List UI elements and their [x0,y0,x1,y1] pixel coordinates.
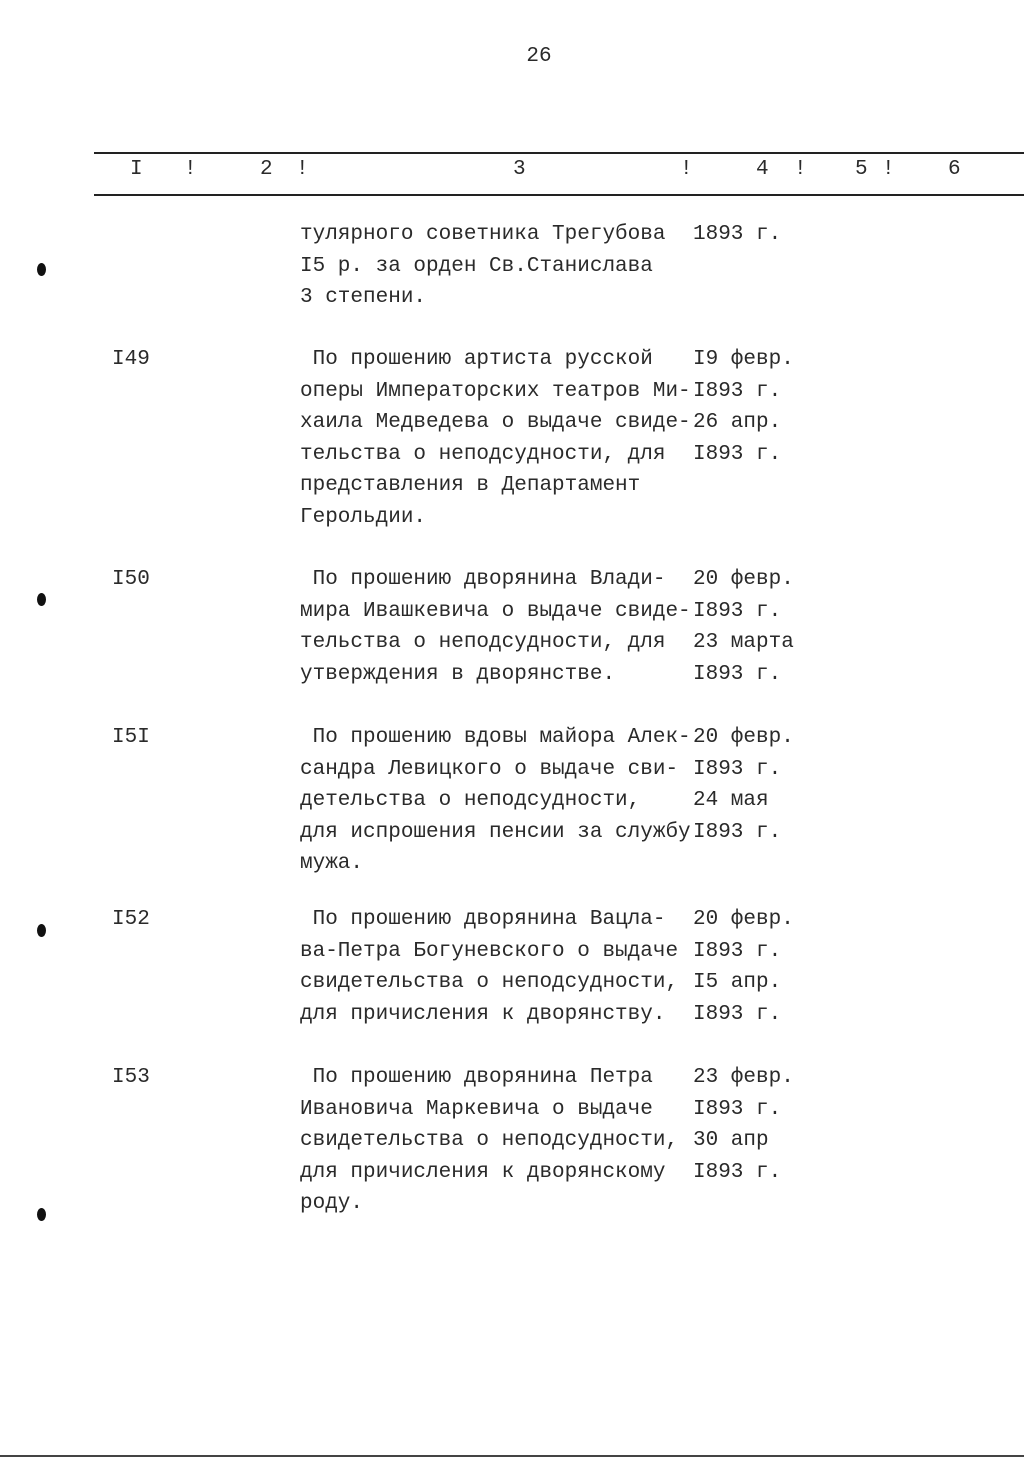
entry-description: 3 степени. [300,286,427,309]
entry-number: I5I [112,726,150,749]
entry-description: ва-Петра Богуневского о выдаче [300,939,679,963]
entry-description: детельства о неподсудности, [300,789,641,812]
entry-date: I893 г. [693,1097,782,1121]
entry-description: Ивановича Маркевича о выдаче [300,1097,653,1121]
entry-description: сандра Левицкого о выдаче сви- [300,757,679,781]
entry-date: 26 апр. [693,411,782,434]
entry-description: представления в Департамент [300,474,641,497]
entry-description: роду. [300,1192,364,1215]
entry-description: свидетельства о неподсудности, [300,1129,679,1152]
entry-date: I893 г. [693,757,782,781]
entry-number: I52 [112,908,150,931]
page-bottom-edge [0,1455,1024,1457]
col-separator: ! [680,158,693,181]
entry-date: I893 г. [693,939,782,963]
entry-description: свидетельства о неподсудности, [300,971,679,994]
entry-description: тельства о неподсудности, для [300,442,666,466]
entry-description: По прошению артиста русской [300,348,653,371]
entry-date: I893 г. [693,599,782,623]
entry-description: мира Ивашкевича о выдаче свиде- [300,599,691,623]
entry-number: I50 [112,568,150,591]
entry-description: По прошению дворянина Влади- [300,568,666,591]
entry-date: 24 мая [693,789,769,812]
entry-description: мужа. [300,852,364,875]
binding-hole-icon [37,1208,46,1221]
col-header-4: 4 [756,158,769,181]
col-separator: ! [882,158,895,181]
col-header-1: I [130,158,143,181]
entry-description: По прошению дворянина Вацла- [300,908,666,931]
entry-date: I893 г. [693,662,782,686]
entry-date: 1893 г. [693,223,782,246]
entry-description: По прошению дворянина Петра [300,1066,653,1089]
entry-date: I893 г. [693,379,782,403]
col-separator: ! [184,158,197,181]
entry-description: I5 р. за орден Св.Станислава [300,254,653,278]
entry-date: I9 февр. [693,348,794,371]
entry-description: Герольдии. [300,505,427,529]
entry-date: 30 апр [693,1129,769,1152]
col-header-3: 3 [513,158,526,181]
col-header-6: 6 [948,158,961,181]
entry-date: 20 февр. [693,726,794,749]
header-bottom-rule [94,194,1024,196]
entry-description: хаила Медведева о выдаче свиде- [300,411,691,434]
entry-date: 23 марта [693,631,794,654]
entry-description: для причисления к дворянскому [300,1160,666,1184]
binding-hole-icon [37,593,46,606]
col-header-2: 2 [260,158,273,181]
header-top-rule [94,152,1024,154]
entry-number: I49 [112,348,150,371]
entry-date: I893 г. [693,1002,782,1026]
entry-date: I5 апр. [693,971,782,994]
col-separator: ! [794,158,807,181]
entry-description: утверждения в дворянстве. [300,662,616,686]
binding-hole-icon [37,263,46,276]
entry-description: тельства о неподсудности, для [300,631,666,654]
entry-date: I893 г. [693,820,782,844]
entry-description: оперы Императорских театров Ми- [300,379,691,403]
binding-hole-icon [37,924,46,937]
col-separator: ! [296,158,309,181]
entry-date: I893 г. [693,442,782,466]
page-number: 26 [526,45,552,68]
entry-number: I53 [112,1066,150,1089]
col-header-5: 5 [855,158,868,181]
entry-description: тулярного советника Трегубова [300,223,666,246]
entry-date: I893 г. [693,1160,782,1184]
entry-description: По прошению вдовы майора Алек- [300,726,691,749]
entry-date: 20 февр. [693,908,794,931]
entry-date: 23 февр. [693,1066,794,1089]
entry-date: 20 февр. [693,568,794,591]
entry-description: для причисления к дворянству. [300,1002,666,1026]
entry-description: для испрошения пенсии за службу [300,820,691,844]
